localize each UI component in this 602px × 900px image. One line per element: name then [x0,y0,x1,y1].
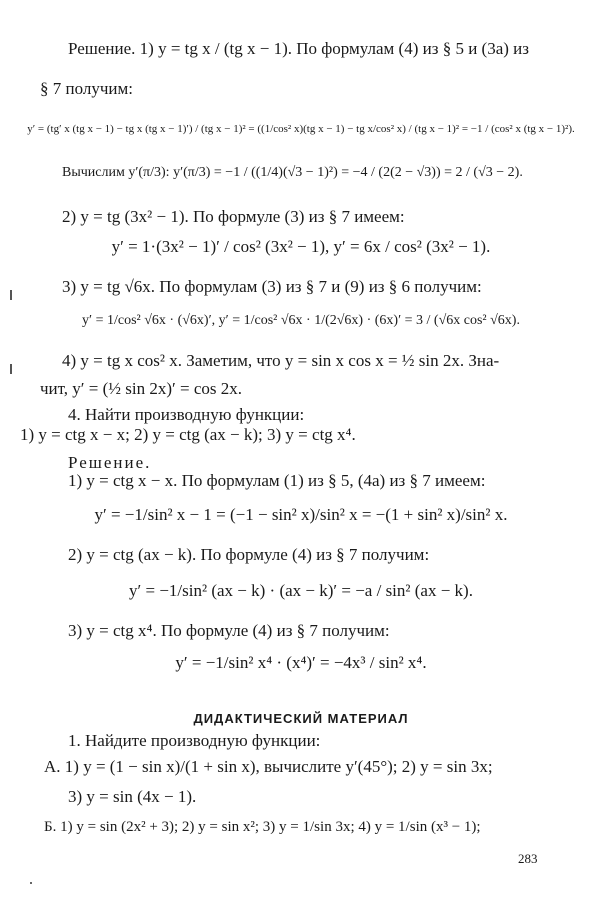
text-line-2: § 7 получим: [40,79,133,98]
text-line-10: чит, y′ = (½ sin 2x)′ = cos 2x. [40,379,242,398]
formula-line-8: y′ = 1/cos² √6x · (√6x)′, y′ = 1/cos² √6x · 1/(2√6x) · (6x)′ = 3 / (√6x cos² √6x). [82,313,520,328]
formula-line-3: y′ = (tg′ x (tg x − 1) − tg x (tg x − 1)′) / (tg x − 1)² = ((1/cos² x)(tg x − 1) − tg x/cos² x) / (tg x − 1)² = −1 / (cos² x (tg x − 1)²). [27,123,575,135]
scan-speck [30,882,32,884]
text-line-23: Б. 1) y = sin (2x² + 3); 2) y = sin x²; 3) y = 1/sin 3x; 4) y = 1/sin (x³ − 1); [44,819,481,835]
text-line-7: 3) y = tg √6x. По формулам (3) из § 7 и (9) из § 6 получим: [62,277,482,296]
text-line-11: 4. Найти производную функции: [68,405,305,424]
text-line-4: Вычислим y′(π/3): y′(π/3) = −1 / ((1/4)(√3 − 1)²) = −4 / (2(2 − √3)) = 2 / (√3 − 2). [62,165,523,180]
margin-mark [10,364,12,374]
page-number: 283 [518,851,538,866]
text-line-16: 2) y = ctg (ax − k). По формуле (4) из § 7 получим: [68,545,430,564]
text-line-12: 1) y = ctg x − x; 2) y = ctg (ax − k); 3) y = ctg x⁴. [20,425,356,444]
text-line-1: Решение. 1) y = tg x / (tg x − 1). По формулам (4) из § 5 и (3а) из [68,39,529,58]
formula-line-17: y′ = −1/sin² (ax − k) · (ax − k)′ = −a / sin² (ax − k). [129,581,473,600]
section-heading: ДИДАКТИЧЕСКИЙ МАТЕРИАЛ [193,711,409,726]
text-line-13: Решение. [68,453,152,472]
text-line-22: 3) y = sin (4x − 1). [68,787,197,806]
text-line-14: 1) y = ctg x − x. По формулам (1) из § 5, (4а) из § 7 имеем: [68,471,486,490]
formula-line-6: y′ = 1·(3x² − 1)′ / cos² (3x² − 1), y′ = 6x / cos² (3x² − 1). [111,237,491,256]
text-line-20: 1. Найдите производную функции: [68,731,321,750]
formula-line-19: y′ = −1/sin² x⁴ · (x⁴)′ = −4x³ / sin² x⁴. [175,653,427,672]
text-line-5: 2) y = tg (3x² − 1). По формуле (3) из § 7 имеем: [62,207,405,226]
formula-line-15: y′ = −1/sin² x − 1 = (−1 − sin² x)/sin² x = −(1 + sin² x)/sin² x. [94,505,508,524]
text-line-9: 4) y = tg x cos² x. Заметим, что y = sin x cos x = ½ sin 2x. Зна- [62,351,500,370]
text-line-18: 3) y = ctg x⁴. По формуле (4) из § 7 получим: [68,621,390,640]
text-line-21: А. 1) y = (1 − sin x)/(1 + sin x), вычислите y′(45°); 2) y = sin 3x; [44,757,493,776]
margin-mark [10,290,12,300]
